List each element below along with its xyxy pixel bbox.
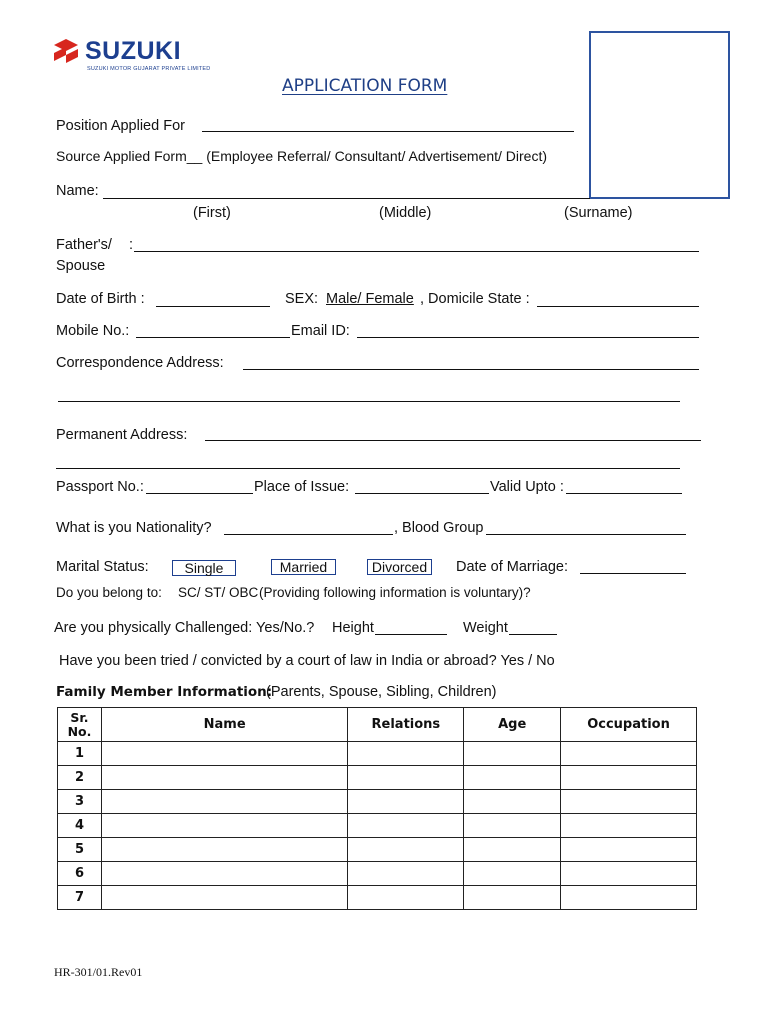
physically-label: Are you physically Challenged: Yes/No.? [54,620,315,636]
date-marriage-label: Date of Marriage: [456,559,569,575]
corr-address-field-line2[interactable] [58,401,680,402]
perm-address-field-line2[interactable] [56,468,680,469]
spouse-label: Spouse [56,258,106,274]
relations-cell[interactable] [348,838,464,862]
corr-address-label: Correspondence Address: [56,355,224,371]
row-number: 1 [58,742,102,766]
marital-option-married[interactable]: Married [271,559,336,575]
weight-label: Weight [463,620,508,636]
father-colon: : [129,237,134,253]
valid-upto-label: Valid Upto : [490,479,564,495]
age-cell[interactable] [464,862,561,886]
table-row [58,766,697,790]
age-cell[interactable] [464,814,561,838]
occupation-cell[interactable] [561,766,697,790]
valid-upto-field[interactable] [566,493,682,494]
suzuki-s-logo-icon [50,37,82,67]
occupation-cell[interactable] [561,742,697,766]
date-marriage-field[interactable] [580,573,686,574]
table-row [58,814,697,838]
page-title: APPLICATION FORM [282,76,448,96]
father-spouse-field[interactable] [134,251,699,252]
name-cell[interactable] [101,886,347,910]
family-table [57,707,697,910]
name-cell[interactable] [101,790,347,814]
name-cell[interactable] [101,814,347,838]
logo-brand: SUZUKI [85,37,182,65]
table-row [58,838,697,862]
position-field[interactable] [202,131,574,132]
name-middle-hint: (Middle) [379,205,432,221]
nationality-label: What is you Nationality? [56,520,212,536]
position-label: Position Applied For [56,118,185,134]
form-code: HR-301/01.Rev01 [54,965,143,979]
name-surname-hint: (Surname) [564,205,633,221]
column-header-occupation: Occupation [561,708,697,742]
weight-field[interactable] [509,634,557,635]
place-issue-label: Place of Issue: [254,479,350,495]
relations-cell[interactable] [348,790,464,814]
height-field[interactable] [375,634,447,635]
name-first-hint: (First) [193,205,231,221]
age-cell[interactable] [464,766,561,790]
row-number: 4 [58,814,102,838]
row-number: 3 [58,790,102,814]
email-label: Email ID: [291,323,350,339]
marital-status-label: Marital Status: [56,559,149,575]
relations-cell[interactable] [348,886,464,910]
dob-field[interactable] [156,306,270,307]
photo-box [589,31,730,199]
passport-label: Passport No.: [56,479,144,495]
sex-options[interactable]: Male/ Female [326,291,414,307]
table-header-row [58,708,697,742]
table-row [58,742,697,766]
sex-label: SEX: [285,291,319,307]
name-cell[interactable] [101,766,347,790]
mobile-field[interactable] [136,337,290,338]
column-header-age: Age [464,708,561,742]
row-number: 5 [58,838,102,862]
belong-label: Do you belong to: [56,585,162,600]
occupation-cell[interactable] [561,862,697,886]
family-heading: Family Member Information: [56,684,273,700]
column-header-name: Name [101,708,347,742]
blood-group-field[interactable] [486,534,686,535]
table-row [58,862,697,886]
relations-cell[interactable] [348,862,464,886]
relations-cell[interactable] [348,814,464,838]
mobile-label: Mobile No.: [56,323,130,339]
occupation-cell[interactable] [561,814,697,838]
belong-options: SC/ ST/ OBC [178,585,259,600]
height-label: Height [332,620,374,636]
age-cell[interactable] [464,838,561,862]
perm-address-label: Permanent Address: [56,427,188,443]
dob-label: Date of Birth : [56,291,145,307]
blood-group-label: , Blood Group [394,520,484,536]
table-row [58,886,697,910]
domicile-label: , Domicile State : [420,291,530,307]
name-label: Name: [56,183,99,199]
relations-cell[interactable] [348,766,464,790]
age-cell[interactable] [464,742,561,766]
name-cell[interactable] [101,862,347,886]
relations-cell[interactable] [348,742,464,766]
column-header-relations: Relations [348,708,464,742]
occupation-cell[interactable] [561,790,697,814]
source-label: Source Applied Form__ (Employee Referral/ Consultant/ Advertisement/ Direct) [56,148,547,164]
marital-option-divorced[interactable]: Divorced [367,559,432,575]
name-field[interactable] [103,198,590,199]
age-cell[interactable] [464,790,561,814]
age-cell[interactable] [464,886,561,910]
belong-note: (Providing following information is voluntary)? [259,585,531,600]
convicted-question: Have you been tried / convicted by a court of law in India or abroad? Yes / No [59,653,555,669]
corr-address-field[interactable] [243,369,699,370]
place-issue-field[interactable] [355,493,489,494]
email-field[interactable] [357,337,699,338]
logo-subtitle: SUZUKI MOTOR GUJARAT PRIVATE LIMITED [87,66,211,72]
name-cell[interactable] [101,742,347,766]
father-label: Father's/ [56,237,112,253]
occupation-cell[interactable] [561,886,697,910]
row-number: 6 [58,862,102,886]
table-row [58,790,697,814]
occupation-cell[interactable] [561,838,697,862]
marital-option-single[interactable]: Single [172,560,236,576]
family-heading-note: (Parents, Spouse, Sibling, Children) [266,684,497,700]
name-cell[interactable] [101,838,347,862]
nationality-field[interactable] [224,534,393,535]
row-number: 2 [58,766,102,790]
perm-address-field[interactable] [205,440,701,441]
column-header-sr-no: Sr. No. [58,708,102,742]
passport-field[interactable] [146,493,253,494]
row-number: 7 [58,886,102,910]
domicile-field[interactable] [537,306,699,307]
